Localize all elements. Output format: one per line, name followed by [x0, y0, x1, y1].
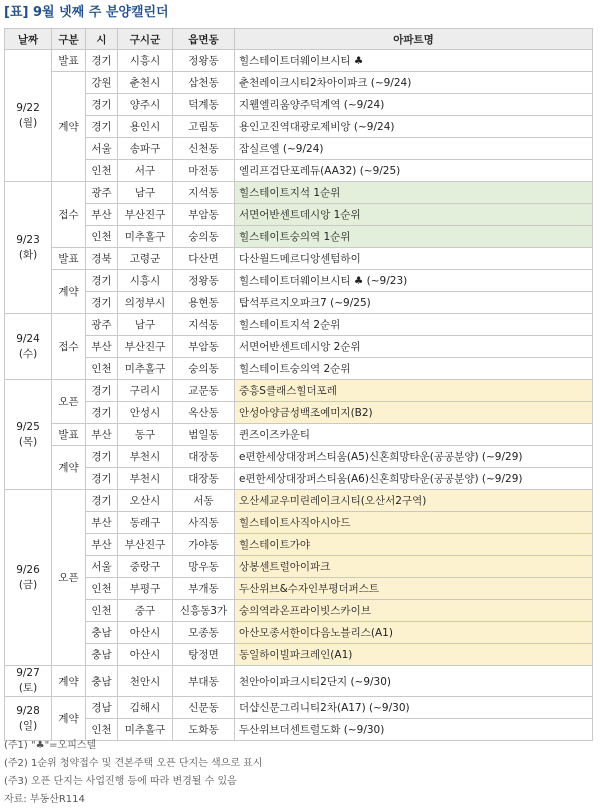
dong-cell: 다산면: [173, 248, 235, 270]
apartment-name-cell: 서면어반센트데시앙 2순위: [235, 336, 593, 358]
table-row: [5, 424, 593, 446]
gu-cell: 부산진구: [118, 534, 173, 556]
si-cell: 인천: [86, 160, 118, 182]
gu-cell: 천안시: [118, 666, 173, 697]
apartment-name-cell: 힐스테이트숭의역 2순위: [235, 358, 593, 380]
apartment-name-cell: 서면어반센트데시앙 1순위: [235, 204, 593, 226]
si-cell: 광주: [86, 182, 118, 204]
si-cell: 경기: [86, 468, 118, 490]
si-cell: 경북: [86, 248, 118, 270]
dong-cell: 부대동: [173, 666, 235, 697]
header-type: 구분: [52, 29, 86, 50]
si-cell: 경기: [86, 446, 118, 468]
dong-cell: 정왕동: [173, 270, 235, 292]
dong-cell: 탕정면: [173, 644, 235, 666]
dong-cell: 삼천동: [173, 72, 235, 94]
gu-cell: 부산진구: [118, 336, 173, 358]
gu-cell: 미추홀구: [118, 226, 173, 248]
si-cell: 서울: [86, 138, 118, 160]
apartment-name-cell: e편한세상대장퍼스티움(A6)신혼희망타운(공공분양) (~9/29): [235, 468, 593, 490]
table-row: [5, 50, 593, 72]
gu-cell: 중랑구: [118, 556, 173, 578]
table-row: [5, 600, 593, 622]
dong-cell: 지석동: [173, 182, 235, 204]
si-cell: 인천: [86, 226, 118, 248]
calendar-body: [5, 50, 593, 741]
si-cell: 부산: [86, 424, 118, 446]
apartment-name-cell: 두산위브&수자인부평더퍼스트: [235, 578, 593, 600]
apartment-name-cell: 동일하이빌파크레인(A1): [235, 644, 593, 666]
apartment-name-cell: 엘리프검단포레듀(AA32) (~9/25): [235, 160, 593, 182]
si-cell: 경기: [86, 116, 118, 138]
date-cell: 9/22 (월): [5, 50, 52, 182]
dong-cell: 신문동: [173, 697, 235, 719]
si-cell: 충남: [86, 622, 118, 644]
gu-cell: 동구: [118, 424, 173, 446]
gu-cell: 양주시: [118, 94, 173, 116]
table-row: [5, 248, 593, 270]
dong-cell: 용현동: [173, 292, 235, 314]
gu-cell: 부산진구: [118, 204, 173, 226]
gu-cell: 중구: [118, 600, 173, 622]
si-cell: 인천: [86, 719, 118, 741]
dong-cell: 교문동: [173, 380, 235, 402]
apartment-name-cell: 용인고진역대광로제비앙 (~9/24): [235, 116, 593, 138]
date-cell: 9/23 (화): [5, 182, 52, 314]
table-row: [5, 182, 593, 204]
type-cell: 발표: [52, 248, 86, 270]
table-row: [5, 358, 593, 380]
table-row: [5, 490, 593, 512]
gu-cell: 송파구: [118, 138, 173, 160]
apartment-name-cell: 상봉센트럴아이파크: [235, 556, 593, 578]
type-cell: 계약: [52, 270, 86, 314]
header-si: 시: [86, 29, 118, 50]
apartment-name-cell: 춘천레이크시티2차아이파크 (~9/24): [235, 72, 593, 94]
type-cell: 접수: [52, 314, 86, 380]
dong-cell: 마전동: [173, 160, 235, 182]
gu-cell: 부평구: [118, 578, 173, 600]
table-row: [5, 160, 593, 182]
apartment-name-cell: 힐스테이트사직아시아드: [235, 512, 593, 534]
gu-cell: 오산시: [118, 490, 173, 512]
header-date: 날짜: [5, 29, 52, 50]
table-row: [5, 204, 593, 226]
date-cell: 9/28 (일): [5, 697, 52, 741]
dong-cell: 서동: [173, 490, 235, 512]
apartment-name-cell: 두산위브더센트럴도화 (~9/30): [235, 719, 593, 741]
table-row: [5, 468, 593, 490]
table-row: [5, 644, 593, 666]
type-cell: 오픈: [52, 490, 86, 666]
dong-cell: 옥산동: [173, 402, 235, 424]
type-cell: 계약: [52, 697, 86, 741]
dong-cell: 숭의동: [173, 226, 235, 248]
si-cell: 충남: [86, 666, 118, 697]
si-cell: 부산: [86, 512, 118, 534]
apartment-name-cell: 힐스테이트더웨이브시티 ♣: [235, 50, 593, 72]
gu-cell: 남구: [118, 314, 173, 336]
table-row: [5, 697, 593, 719]
table-row: [5, 116, 593, 138]
page-title: [표] 9월 넷째 주 분양캘린더: [4, 5, 169, 20]
header-gu: 구시군: [118, 29, 173, 50]
si-cell: 강원: [86, 72, 118, 94]
table-row: [5, 94, 593, 116]
si-cell: 서울: [86, 556, 118, 578]
gu-cell: 아산시: [118, 622, 173, 644]
apartment-name-cell: 중흥S클래스힐더포레: [235, 380, 593, 402]
date-cell: 9/25 (목): [5, 380, 52, 490]
apartment-name-cell: 힐스테이트숭의역 1순위: [235, 226, 593, 248]
gu-cell: 아산시: [118, 644, 173, 666]
header-apt: 아파트명: [235, 29, 593, 50]
gu-cell: 미추홀구: [118, 358, 173, 380]
dong-cell: 가야동: [173, 534, 235, 556]
gu-cell: 서구: [118, 160, 173, 182]
gu-cell: 의정부시: [118, 292, 173, 314]
type-cell: 계약: [52, 666, 86, 697]
dong-cell: 망우동: [173, 556, 235, 578]
apartment-name-cell: 탑석푸르지오파크7 (~9/25): [235, 292, 593, 314]
dong-cell: 고림동: [173, 116, 235, 138]
si-cell: 경기: [86, 50, 118, 72]
apartment-name-cell: 다산월드메르디앙센텀하이: [235, 248, 593, 270]
si-cell: 인천: [86, 358, 118, 380]
dong-cell: 지석동: [173, 314, 235, 336]
table-row: [5, 314, 593, 336]
gu-cell: 동래구: [118, 512, 173, 534]
gu-cell: 미추홀구: [118, 719, 173, 741]
notes: [4, 737, 262, 809]
date-cell: 9/24 (수): [5, 314, 52, 380]
header-dong: 읍면동: [173, 29, 235, 50]
table-row: [5, 380, 593, 402]
type-cell: 접수: [52, 182, 86, 248]
dong-cell: 부암동: [173, 336, 235, 358]
gu-cell: 구리시: [118, 380, 173, 402]
table-row: [5, 72, 593, 94]
apartment-name-cell: 힐스테이트더웨이브시티 ♣ (~9/23): [235, 270, 593, 292]
dong-cell: 부암동: [173, 204, 235, 226]
si-cell: 충남: [86, 644, 118, 666]
gu-cell: 용인시: [118, 116, 173, 138]
type-cell: 오픈: [52, 380, 86, 424]
si-cell: 인천: [86, 600, 118, 622]
gu-cell: 고령군: [118, 248, 173, 270]
si-cell: 광주: [86, 314, 118, 336]
dong-cell: 사직동: [173, 512, 235, 534]
gu-cell: 김해시: [118, 697, 173, 719]
gu-cell: 남구: [118, 182, 173, 204]
apartment-name-cell: 지웰엘리움양주덕계역 (~9/24): [235, 94, 593, 116]
calendar-table: [4, 28, 593, 741]
table-row: [5, 336, 593, 358]
note-2: (주2) 1순위 청약접수 및 견본주택 오픈 단지는 색으로 표시: [4, 758, 263, 769]
si-cell: 경기: [86, 402, 118, 424]
gu-cell: 부천시: [118, 468, 173, 490]
si-cell: 경기: [86, 380, 118, 402]
apartment-name-cell: e편한세상대장퍼스티움(A5)신혼희망타운(공공분양) (~9/29): [235, 446, 593, 468]
apartment-name-cell: 아산모종서한이다음노블리스(A1): [235, 622, 593, 644]
source-note: 자료: 부동산R114: [4, 794, 85, 805]
date-cell: 9/27 (토): [5, 666, 52, 697]
si-cell: 경기: [86, 270, 118, 292]
apartment-name-cell: 숭의역라온프라이빗스카이브: [235, 600, 593, 622]
table-row: [5, 512, 593, 534]
table-row: [5, 446, 593, 468]
apartment-name-cell: 천안아이파크시티2단지 (~9/30): [235, 666, 593, 697]
apartment-name-cell: 잠실르엘 (~9/24): [235, 138, 593, 160]
note-3: (주3) 오픈 단지는 사업진행 등에 따라 변경될 수 있음: [4, 776, 237, 787]
apartment-name-cell: 안성아양금성백조예미지(B2): [235, 402, 593, 424]
gu-cell: 시흥시: [118, 270, 173, 292]
note-1: (주1) "♣"=오피스텔: [4, 740, 97, 751]
si-cell: 경기: [86, 292, 118, 314]
gu-cell: 춘천시: [118, 72, 173, 94]
gu-cell: 안성시: [118, 402, 173, 424]
dong-cell: 덕계동: [173, 94, 235, 116]
dong-cell: 부개동: [173, 578, 235, 600]
dong-cell: 신천동: [173, 138, 235, 160]
type-cell: 계약: [52, 446, 86, 490]
header-row: [5, 29, 593, 50]
gu-cell: 부천시: [118, 446, 173, 468]
type-cell: 발표: [52, 50, 86, 72]
gu-cell: 시흥시: [118, 50, 173, 72]
si-cell: 부산: [86, 534, 118, 556]
table-row: [5, 292, 593, 314]
dong-cell: 대장동: [173, 446, 235, 468]
table-row: [5, 578, 593, 600]
apartment-name-cell: 힐스테이트지석 1순위: [235, 182, 593, 204]
dong-cell: 숭의동: [173, 358, 235, 380]
apartment-name-cell: 힐스테이트지석 2순위: [235, 314, 593, 336]
table-row: [5, 226, 593, 248]
table-row: [5, 138, 593, 160]
si-cell: 인천: [86, 578, 118, 600]
si-cell: 부산: [86, 336, 118, 358]
dong-cell: 범일동: [173, 424, 235, 446]
dong-cell: 도화동: [173, 719, 235, 741]
table-row: [5, 556, 593, 578]
dong-cell: 대장동: [173, 468, 235, 490]
dong-cell: 신흥동3가: [173, 600, 235, 622]
apartment-name-cell: 힐스테이트가야: [235, 534, 593, 556]
si-cell: 경남: [86, 697, 118, 719]
type-cell: 계약: [52, 72, 86, 182]
table-row: [5, 666, 593, 697]
dong-cell: 정왕동: [173, 50, 235, 72]
table-row: [5, 534, 593, 556]
type-cell: 발표: [52, 424, 86, 446]
si-cell: 경기: [86, 94, 118, 116]
si-cell: 경기: [86, 490, 118, 512]
table-row: [5, 402, 593, 424]
table-row: [5, 270, 593, 292]
apartment-name-cell: 퀸즈이즈카운티: [235, 424, 593, 446]
table-row: [5, 622, 593, 644]
dong-cell: 모종동: [173, 622, 235, 644]
date-cell: 9/26 (금): [5, 490, 52, 666]
si-cell: 부산: [86, 204, 118, 226]
apartment-name-cell: 더샵신문그리니티2차(A17) (~9/30): [235, 697, 593, 719]
apartment-name-cell: 오산세교우미린레이크시티(오산서2구역): [235, 490, 593, 512]
